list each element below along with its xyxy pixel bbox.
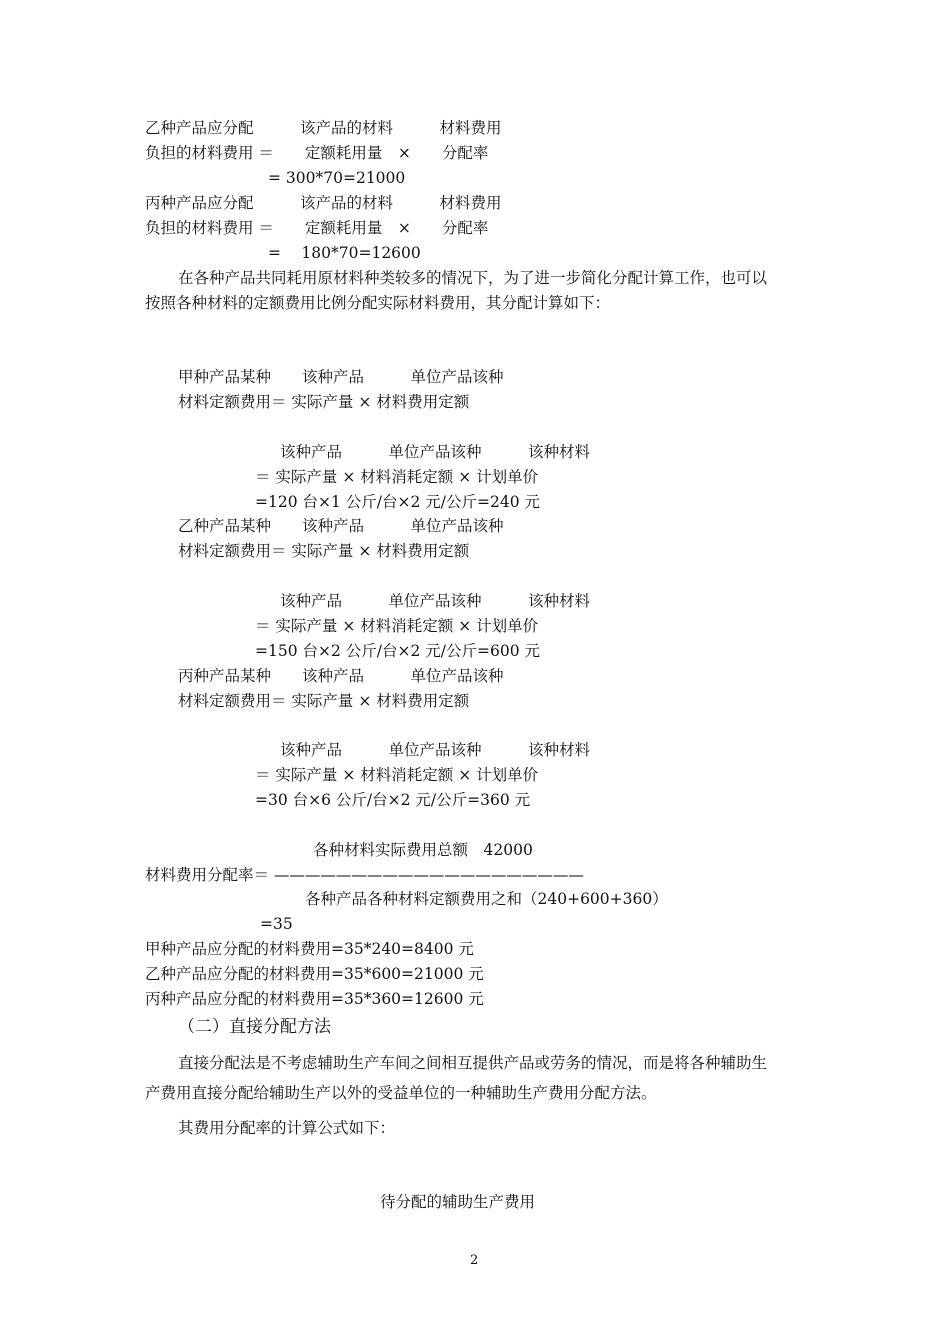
page-number: 2 (470, 1253, 479, 1268)
text-line: 该种产品 单位产品该种 该种材料 (280, 443, 591, 461)
text-line: ＝ 实际产量 × 材料消耗定额 × 计划单价 (255, 766, 539, 784)
text-line: 丙种产品应分配 该产品的材料 材料费用 (145, 194, 502, 212)
text-line: =35 (260, 915, 293, 933)
formula-denominator: 各种产品各种材料定额费用之和（240+600+360） (305, 890, 668, 908)
text-line: =120 台×1 公斤/台×2 元/公斤=240 元 (255, 493, 540, 511)
text-line: 丙种产品某种 该种产品 单位产品该种 (178, 667, 504, 685)
formula-line: 材料费用分配率＝ ———————————————————— (145, 866, 584, 884)
text-line: 该种产品 单位产品该种 该种材料 (280, 592, 591, 610)
text-line: 乙种产品应分配 该产品的材料 材料费用 (145, 119, 502, 137)
text-line: ＝ 实际产量 × 材料消耗定额 × 计划单价 (255, 468, 539, 486)
formula-numerator: 各种材料实际费用总额 42000 (313, 841, 533, 859)
text-line: =30 台×6 公斤/台×2 元/公斤=360 元 (255, 791, 531, 809)
paragraph-line: 其费用分配率的计算公式如下： (178, 1119, 396, 1137)
section-heading: （二）直接分配方法 (178, 1017, 331, 1037)
text-line: 负担的材料费用 ＝ 定额耗用量 × 分配率 (145, 144, 489, 162)
text-line: 材料定额费用＝ 实际产量 × 材料费用定额 (178, 692, 470, 710)
text-line: 甲种产品某种 该种产品 单位产品该种 (178, 368, 504, 386)
paragraph-line: 在各种产品共同耗用原材料种类较多的情况下，为了进一步简化分配计算工作，也可以 (178, 269, 768, 287)
text-line: 丙种产品应分配的材料费用=35*360=12600 元 (145, 990, 484, 1008)
paragraph-line: 产费用直接分配给辅助生产以外的受益单位的一种辅助生产费用分配方法。 (145, 1084, 657, 1102)
paragraph-line: 按照各种材料的定额费用比例分配实际材料费用，其分配计算如下： (145, 294, 611, 312)
paragraph-line: 直接分配法是不考虑辅助生产车间之间相互提供产品或劳务的情况，而是将各种辅助生 (178, 1054, 768, 1072)
text-line: = 180*70=12600 (268, 244, 421, 262)
text-line: 乙种产品某种 该种产品 单位产品该种 (178, 517, 504, 535)
formula-numerator: 待分配的辅助生产费用 (380, 1193, 536, 1211)
text-line: 材料定额费用＝ 实际产量 × 材料费用定额 (178, 393, 470, 411)
text-line: 材料定额费用＝ 实际产量 × 材料费用定额 (178, 542, 470, 560)
text-line: ＝ 实际产量 × 材料消耗定额 × 计划单价 (255, 617, 539, 635)
text-line: =150 台×2 公斤/台×2 元/公斤=600 元 (255, 642, 540, 660)
text-line: 该种产品 单位产品该种 该种材料 (280, 741, 591, 759)
text-line: 负担的材料费用 ＝ 定额耗用量 × 分配率 (145, 219, 489, 237)
text-line: 甲种产品应分配的材料费用=35*240=8400 元 (145, 940, 474, 958)
text-line: 乙种产品应分配的材料费用=35*600=21000 元 (145, 965, 484, 983)
text-line: = 300*70=21000 (268, 169, 406, 187)
